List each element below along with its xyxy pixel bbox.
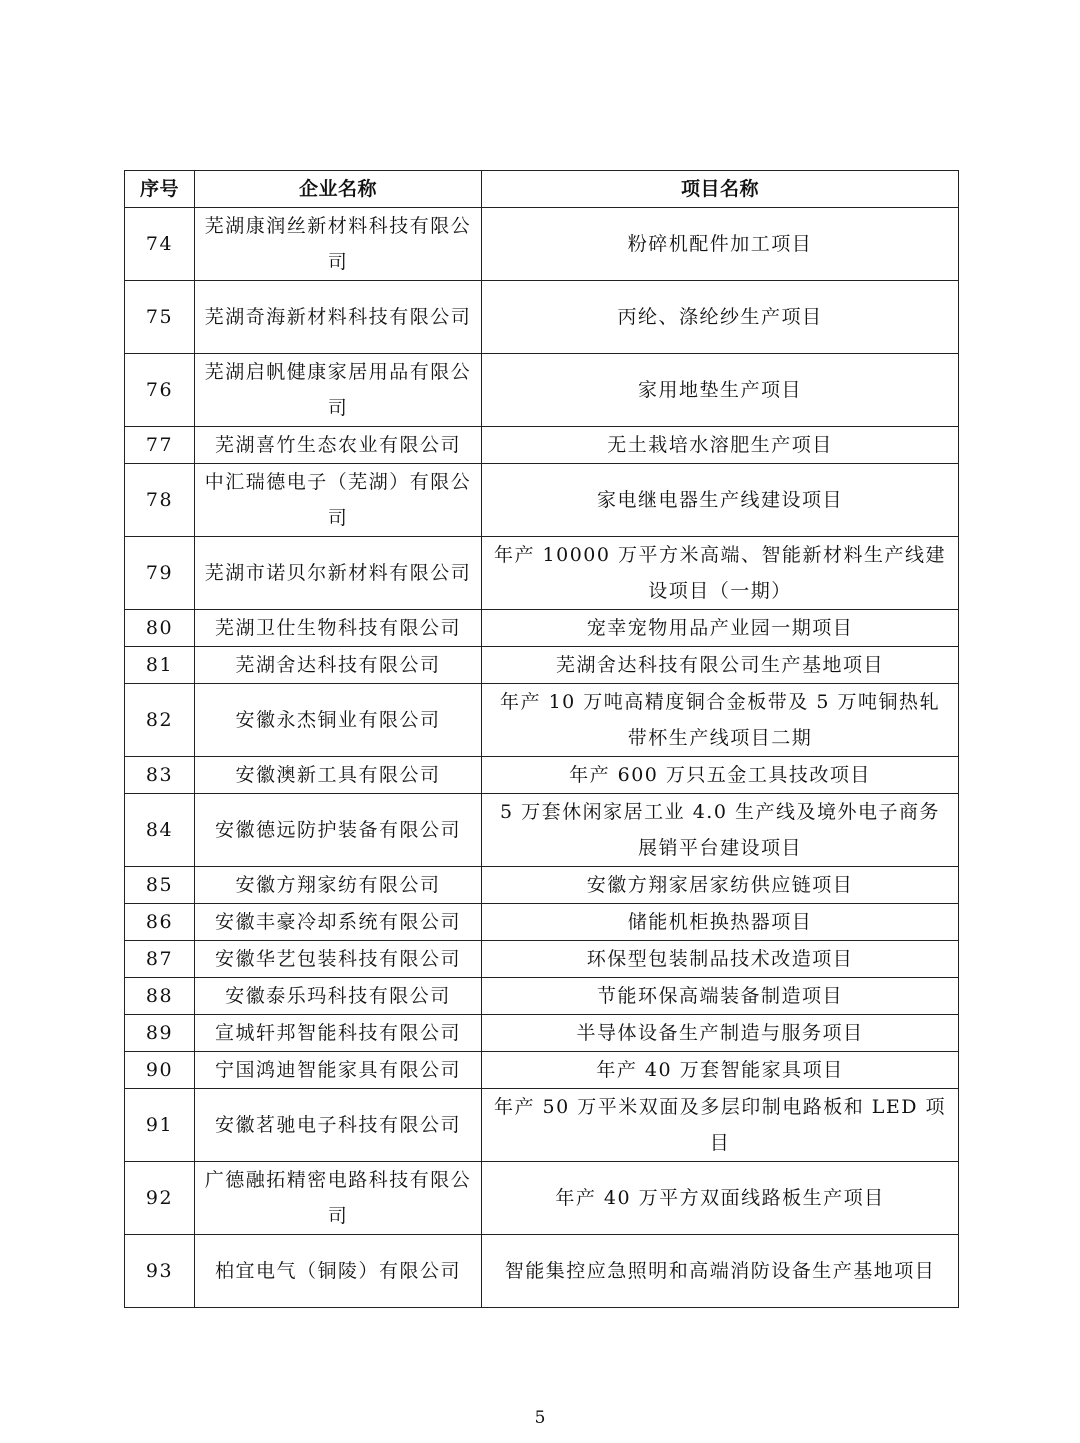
serial-cell: 87	[125, 941, 195, 978]
project-cell: 环保型包装制品技术改造项目	[482, 941, 959, 978]
table-row	[125, 1015, 959, 1052]
serial-cell: 88	[125, 978, 195, 1015]
table-row	[125, 537, 959, 610]
header-serial: 序号	[125, 171, 195, 208]
company-cell: 芜湖康润丝新材料科技有限公司	[195, 208, 482, 281]
project-cell: 智能集控应急照明和高端消防设备生产基地项目	[482, 1235, 959, 1308]
company-cell: 安徽丰豪冷却系统有限公司	[195, 904, 482, 941]
serial-cell: 78	[125, 464, 195, 537]
company-cell: 安徽方翔家纺有限公司	[195, 867, 482, 904]
company-cell: 中汇瑞德电子（芜湖）有限公司	[195, 464, 482, 537]
company-cell: 芜湖奇海新材料科技有限公司	[195, 281, 482, 354]
table-row	[125, 794, 959, 867]
company-cell: 芜湖舍达科技有限公司	[195, 647, 482, 684]
serial-cell: 92	[125, 1162, 195, 1235]
header-project: 项目名称	[482, 171, 959, 208]
table-row	[125, 610, 959, 647]
project-cell: 年产 10 万吨高精度铜合金板带及 5 万吨铜热轧带杯生产线项目二期	[482, 684, 959, 757]
table-header-row	[125, 171, 959, 208]
table-row	[125, 1089, 959, 1162]
company-cell: 芜湖卫仕生物科技有限公司	[195, 610, 482, 647]
project-table	[124, 170, 959, 1308]
project-cell: 丙纶、涤纶纱生产项目	[482, 281, 959, 354]
company-cell: 宣城轩邦智能科技有限公司	[195, 1015, 482, 1052]
page-number: 5	[534, 1408, 546, 1428]
project-cell: 安徽方翔家居家纺供应链项目	[482, 867, 959, 904]
company-cell: 安徽澳新工具有限公司	[195, 757, 482, 794]
table-row	[125, 354, 959, 427]
serial-cell: 90	[125, 1052, 195, 1089]
header-company: 企业名称	[195, 171, 482, 208]
serial-cell: 91	[125, 1089, 195, 1162]
project-cell: 半导体设备生产制造与服务项目	[482, 1015, 959, 1052]
company-cell: 宁国鸿迪智能家具有限公司	[195, 1052, 482, 1089]
project-cell: 年产 40 万平方双面线路板生产项目	[482, 1162, 959, 1235]
table-row	[125, 427, 959, 464]
project-cell: 年产 50 万平米双面及多层印制电路板和 LED 项目	[482, 1089, 959, 1162]
table-row	[125, 464, 959, 537]
serial-cell: 76	[125, 354, 195, 427]
company-cell: 安徽永杰铜业有限公司	[195, 684, 482, 757]
serial-cell: 85	[125, 867, 195, 904]
table-row	[125, 1162, 959, 1235]
project-cell: 5 万套休闲家居工业 4.0 生产线及境外电子商务展销平台建设项目	[482, 794, 959, 867]
table-row	[125, 684, 959, 757]
project-cell: 粉碎机配件加工项目	[482, 208, 959, 281]
serial-cell: 82	[125, 684, 195, 757]
company-cell: 芜湖启帆健康家居用品有限公司	[195, 354, 482, 427]
table-row	[125, 941, 959, 978]
project-cell: 家电继电器生产线建设项目	[482, 464, 959, 537]
serial-cell: 77	[125, 427, 195, 464]
table-row	[125, 208, 959, 281]
company-cell: 安徽茗驰电子科技有限公司	[195, 1089, 482, 1162]
company-cell: 安徽泰乐玛科技有限公司	[195, 978, 482, 1015]
project-cell: 无土栽培水溶肥生产项目	[482, 427, 959, 464]
serial-cell: 80	[125, 610, 195, 647]
project-cell: 家用地垫生产项目	[482, 354, 959, 427]
project-cell: 年产 10000 万平方米高端、智能新材料生产线建设项目（一期）	[482, 537, 959, 610]
company-cell: 芜湖市诺贝尔新材料有限公司	[195, 537, 482, 610]
table-row	[125, 904, 959, 941]
table-row	[125, 281, 959, 354]
serial-cell: 86	[125, 904, 195, 941]
table-row	[125, 647, 959, 684]
company-cell: 广德融拓精密电路科技有限公司	[195, 1162, 482, 1235]
serial-cell: 74	[125, 208, 195, 281]
table-row	[125, 978, 959, 1015]
serial-cell: 93	[125, 1235, 195, 1308]
serial-cell: 79	[125, 537, 195, 610]
table-body	[125, 208, 959, 1308]
serial-cell: 84	[125, 794, 195, 867]
table-row	[125, 757, 959, 794]
company-cell: 芜湖喜竹生态农业有限公司	[195, 427, 482, 464]
project-cell: 年产 600 万只五金工具技改项目	[482, 757, 959, 794]
company-cell: 安徽德远防护装备有限公司	[195, 794, 482, 867]
serial-cell: 81	[125, 647, 195, 684]
serial-cell: 75	[125, 281, 195, 354]
serial-cell: 83	[125, 757, 195, 794]
project-cell: 宠幸宠物用品产业园一期项目	[482, 610, 959, 647]
company-cell: 柏宜电气（铜陵）有限公司	[195, 1235, 482, 1308]
serial-cell: 89	[125, 1015, 195, 1052]
project-cell: 芜湖舍达科技有限公司生产基地项目	[482, 647, 959, 684]
project-cell: 储能机柜换热器项目	[482, 904, 959, 941]
table-row	[125, 1235, 959, 1308]
project-cell: 节能环保高端装备制造项目	[482, 978, 959, 1015]
table-row	[125, 1052, 959, 1089]
project-cell: 年产 40 万套智能家具项目	[482, 1052, 959, 1089]
company-cell: 安徽华艺包装科技有限公司	[195, 941, 482, 978]
table-row	[125, 867, 959, 904]
